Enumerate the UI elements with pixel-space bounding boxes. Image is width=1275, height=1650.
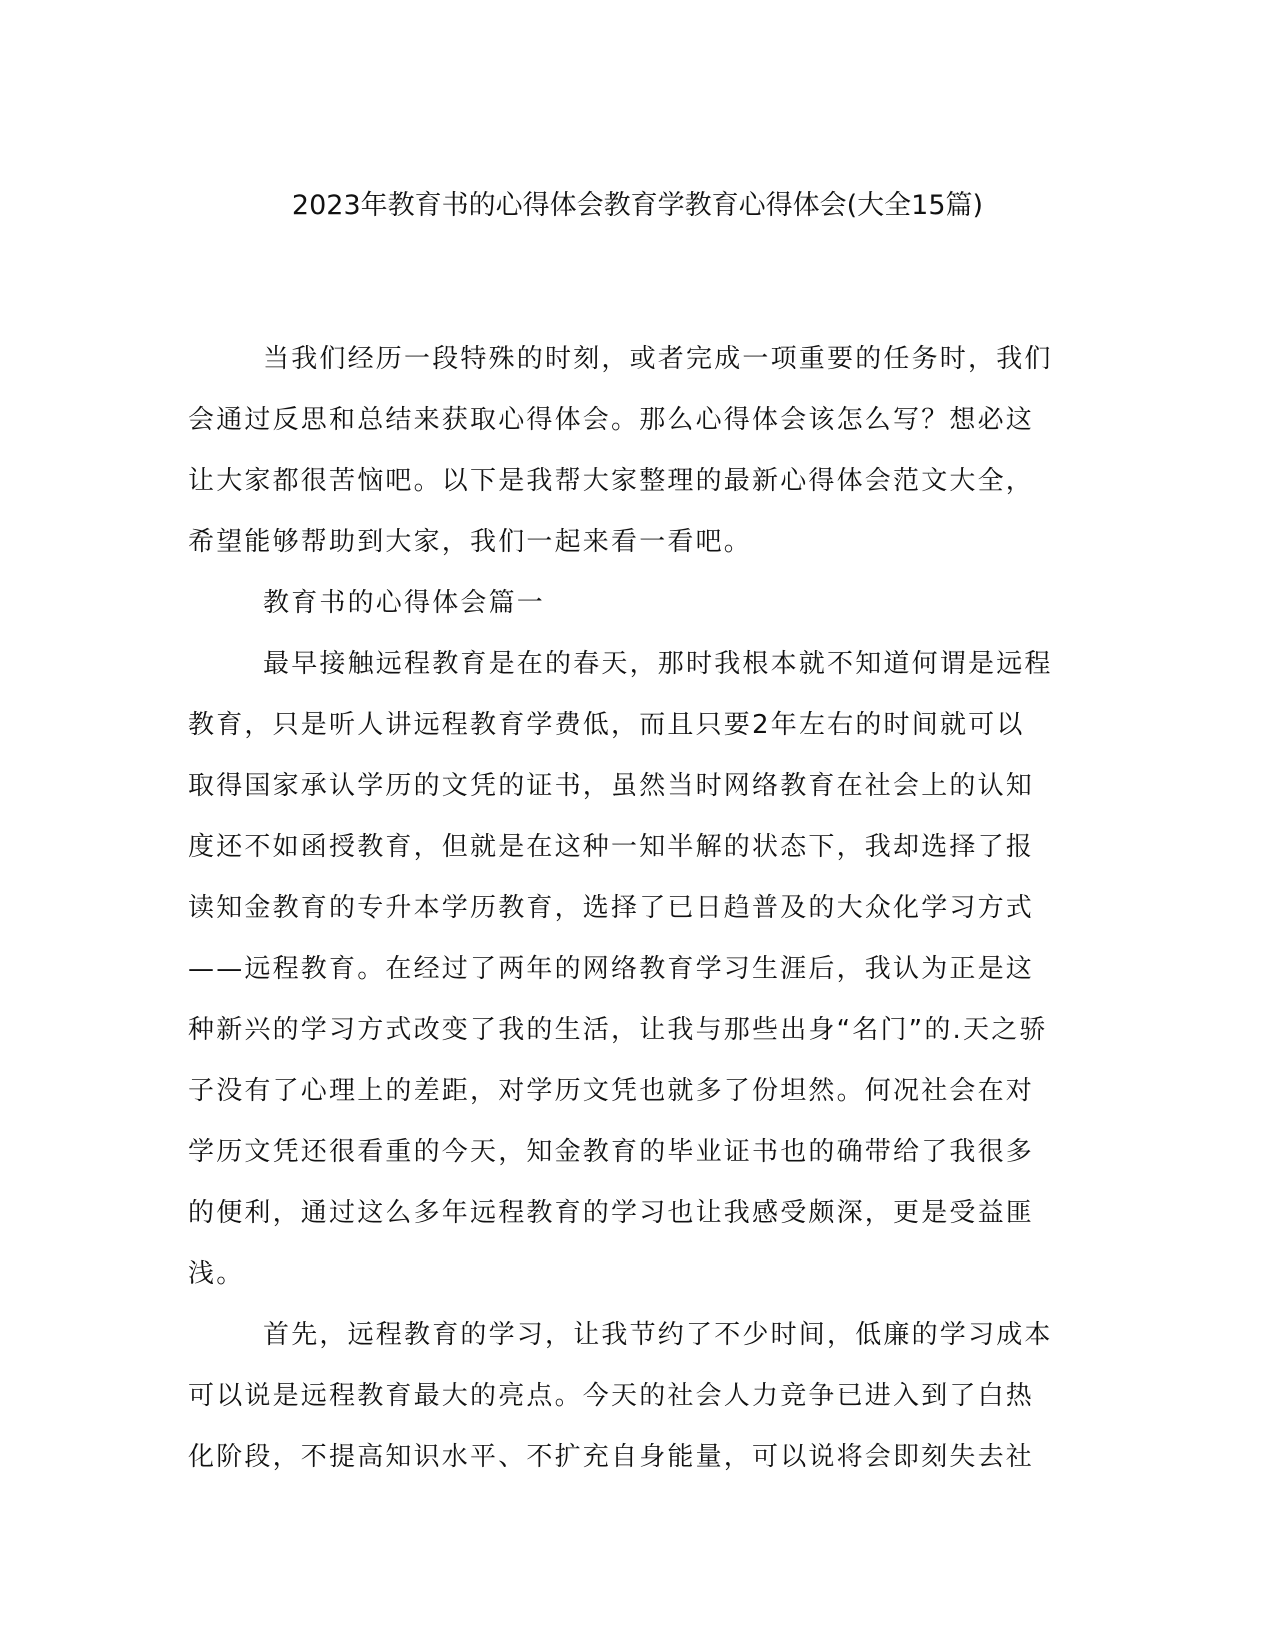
paragraph-line: 可以说是远程教育最大的亮点。今天的社会人力竞争已进入到了白热 xyxy=(188,1381,1035,1411)
intro-line: 希望能够帮助到大家，我们一起来看一看吧。 xyxy=(188,527,753,557)
intro-paragraph xyxy=(188,329,1068,573)
paragraph-line: 度还不如函授教育，但就是在这种一知半解的状态下，我却选择了报 xyxy=(188,832,1035,862)
paragraph-line: 读知金教育的专升本学历教育，选择了已日趋普及的大众化学习方式 xyxy=(188,893,1035,923)
paragraph-line: 的便利，通过这么多年远程教育的学习也让我感受颇深，更是受益匪 xyxy=(188,1198,1035,1228)
paragraph-line: 首先，远程教育的学习，让我节约了不少时间，低廉的学习成本 xyxy=(263,1320,1053,1350)
body-paragraph-1 xyxy=(188,634,1068,1305)
paragraph-line: 取得国家承认学历的文凭的证书，虽然当时网络教育在社会上的认知 xyxy=(188,771,1035,801)
paragraph-line: 教育，只是听人讲远程教育学费低，而且只要2年左右的时间就可以 xyxy=(188,710,1025,740)
paragraph-line: 种新兴的学习方式改变了我的生活，让我与那些出身“名门”的.天之骄 xyxy=(188,1015,1048,1045)
paragraph-line: ——远程教育。在经过了两年的网络教育学习生涯后，我认为正是这 xyxy=(188,954,1035,984)
body-paragraph-2 xyxy=(188,1305,1068,1488)
document-title: 2023年教育书的心得体会教育学教育心得体会(大全15篇) xyxy=(291,190,984,221)
intro-line: 让大家都很苦恼吧。以下是我帮大家整理的最新心得体会范文大全， xyxy=(188,466,1035,496)
document-body xyxy=(188,329,1068,1488)
paragraph-line: 学历文凭还很看重的今天，知金教育的毕业证书也的确带给了我很多 xyxy=(188,1137,1035,1167)
section-heading-paragraph xyxy=(188,573,1068,634)
section-heading: 教育书的心得体会篇一 xyxy=(263,588,546,618)
paragraph-line: 子没有了心理上的差距，对学历文凭也就多了份坦然。何况社会在对 xyxy=(188,1076,1035,1106)
paragraph-line: 浅。 xyxy=(188,1259,245,1289)
intro-line: 当我们经历一段特殊的时刻，或者完成一项重要的任务时，我们 xyxy=(263,344,1053,374)
intro-line: 会通过反思和总结来获取心得体会。那么心得体会该怎么写？想必这 xyxy=(188,405,1035,435)
paragraph-line: 最早接触远程教育是在的春天，那时我根本就不知道何谓是远程 xyxy=(263,649,1053,679)
paragraph-line: 化阶段，不提高知识水平、不扩充自身能量，可以说将会即刻失去社 xyxy=(188,1442,1035,1472)
